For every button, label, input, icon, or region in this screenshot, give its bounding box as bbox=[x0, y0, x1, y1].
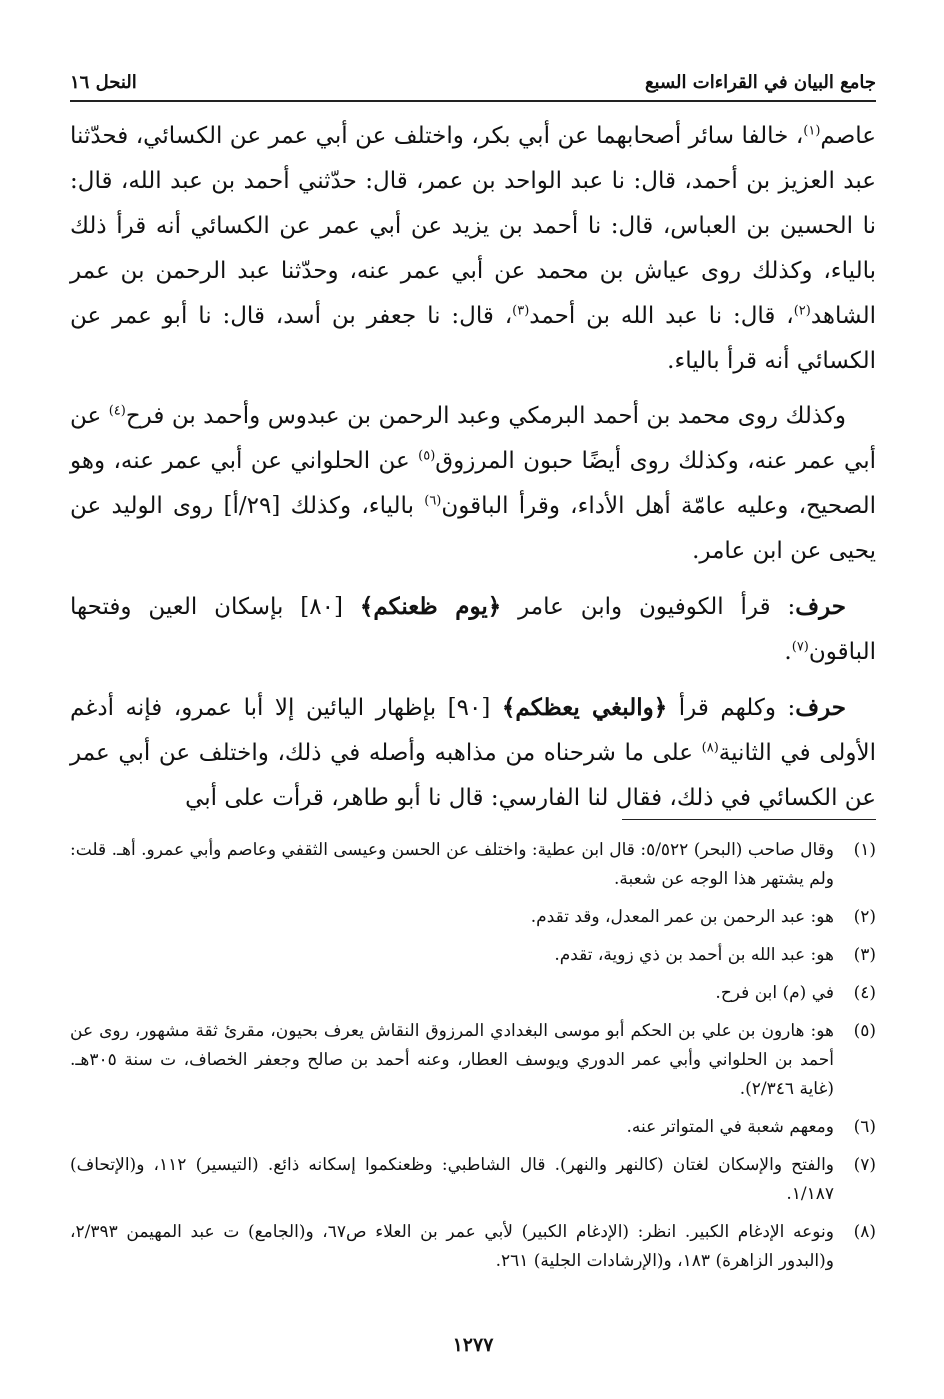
book-title: جامع البيان في القراءات السبع bbox=[644, 71, 876, 93]
footnote-2 bbox=[70, 903, 876, 932]
footnote-number: (٢) bbox=[853, 907, 876, 927]
footnote-8 bbox=[70, 1218, 876, 1276]
footnotes bbox=[70, 836, 876, 1285]
text-run: ، قال: نا جعفر بن أسد، قال: نا أبو عمر عن الكسائي أنه قرأ بالياء. bbox=[70, 303, 876, 374]
harf-label: حرف bbox=[795, 694, 847, 721]
text-run: بالياء، وكذلك [٢٩/أ] روى الوليد عن يحيى عن ابن عامر. bbox=[70, 493, 876, 564]
footnote-text: في (م) ابن فرح. bbox=[715, 983, 834, 1003]
paragraph-4 bbox=[70, 685, 876, 821]
footnote-number: (٦) bbox=[853, 1117, 876, 1137]
text-run: : قرأ الكوفيون وابن عامر bbox=[501, 594, 796, 620]
footnote-ref[interactable]: (٨) bbox=[701, 740, 719, 756]
footnote-text: ونوعه الإدغام الكبير. انظر: (الإدغام الكبير) لأبي عمر بن العلاء ص٦٧، و(الجامع) ت عبد المهيمن ٢/٣٩٣، و(البدور الزاهرة) ١٨٣، و(الإرشادات الجلية) ٢٦١. bbox=[70, 1222, 834, 1271]
footnote-separator bbox=[622, 819, 876, 820]
footnote-number: (٧) bbox=[853, 1155, 876, 1175]
text-run: ، قال: نا عبد الله بن أحمد bbox=[529, 303, 794, 329]
footnote-ref[interactable]: (١) bbox=[803, 123, 821, 139]
footnote-3 bbox=[70, 941, 876, 970]
footnote-ref[interactable]: (٢) bbox=[793, 303, 811, 319]
book-page bbox=[70, 52, 876, 1362]
text-run: عاصم bbox=[820, 123, 876, 149]
text-run: [٨٠] بإسكان العين وفتحها الباقون bbox=[70, 594, 876, 665]
text-run: ، خالفا سائر أصحابهما عن أبي بكر، واختلف عن أبي عمر عن الكسائي، فحدّثنا عبد العزيز بن أحمد، قال: نا عبد الواحد بن عمر، قال: حدّثني أحمد بن عبد الله، قال: نا الحسين بن العباس، قال: نا أحمد بن يزيد عن أبي عمر عن الكسائي أنه قرأ ذلك بالياء، وكذلك روى عياش بن محمد عن أبي عمر عنه، وحدّثنا عبد الرحمن بن عمر الشاهد bbox=[70, 123, 876, 329]
paragraph-1 bbox=[70, 114, 876, 384]
chapter-label: النحل ١٦ bbox=[70, 71, 137, 93]
footnote-text: والفتح والإسكان لغتان (كالنهر والنهر). قال الشاطبي: وظعنكموا إسكانه ذائع. (التيسير) ١١٢، و(الإتحاف) ١/١٨٧. bbox=[70, 1155, 834, 1204]
text-run: عن أبي عمر عنه، وكذلك روى أيضًا حبون المرزوق bbox=[70, 403, 876, 474]
text-run: . bbox=[784, 639, 792, 665]
footnote-text: وقال صاحب (البحر) ٥/٥٢٢: قال ابن عطية: واختلف عن الحسن وعيسى الثقفي وعاصم وأبي عمرو. أهـ. قلت: ولم يشتهر هذا الوجه عن شعبة. bbox=[70, 840, 834, 889]
footnote-ref[interactable]: (٣) bbox=[512, 303, 530, 319]
footnote-text: ومعهم شعبة في المتواتر عنه. bbox=[626, 1117, 834, 1137]
quran-quote: ﴿يوم ظعنكم﴾ bbox=[359, 593, 502, 620]
text-run: [٩٠] بإظهار اليائين إلا أبا عمرو، فإنه أدغم الأولى في الثانية bbox=[70, 695, 876, 766]
text-run: على ما شرحناه من مذاهبه وأصله في ذلك، واختلف عن أبي عمر عن الكسائي في ذلك، فقال لنا الفارسي: قال نا أبو طاهر، قرأت على أبي bbox=[70, 740, 876, 811]
footnote-number: (٥) bbox=[853, 1021, 876, 1041]
footnote-number: (٤) bbox=[853, 983, 876, 1003]
harf-label: حرف bbox=[795, 593, 846, 620]
footnote-5 bbox=[70, 1017, 876, 1104]
footnote-text: هو: عبد الله بن أحمد بن ذي زوية، تقدم. bbox=[554, 945, 834, 965]
footnote-1 bbox=[70, 836, 876, 894]
footnote-6 bbox=[70, 1113, 876, 1142]
footnote-number: (١) bbox=[853, 840, 876, 860]
quran-quote: ﴿والبغي يعظكم﴾ bbox=[501, 694, 668, 721]
text-run: : وكلهم قرأ bbox=[667, 695, 796, 721]
footnote-number: (٣) bbox=[853, 945, 876, 965]
footnote-ref[interactable]: (٤) bbox=[108, 403, 126, 419]
footnote-text: هو: هارون بن علي بن الحكم أبو موسى البغدادي المرزوق النقاش يعرف بحيون، مقرئ ثقة مشهور، روى عن أحمد بن الحلواني وأبي عمر الدوري ويوسف العطار، وعنه أحمد بن صالح وجعفر الخصاف، ت سنة ٣٠٥هـ. (غاية ٢/٣٤٦). bbox=[70, 1021, 834, 1099]
footnote-ref[interactable]: (٦) bbox=[424, 493, 442, 509]
paragraph-2 bbox=[70, 394, 876, 574]
main-text bbox=[70, 114, 876, 831]
footnote-ref[interactable]: (٥) bbox=[418, 448, 436, 464]
footnote-4 bbox=[70, 979, 876, 1008]
footnote-7 bbox=[70, 1151, 876, 1209]
footnote-number: (٨) bbox=[853, 1222, 876, 1242]
footnote-ref[interactable]: (٧) bbox=[791, 639, 809, 655]
text-run: وكذلك روى محمد بن أحمد البرمكي وعبد الرحمن بن عبدوس وأحمد بن فرح bbox=[125, 403, 846, 429]
paragraph-3 bbox=[70, 584, 876, 675]
text-run: عن الحلواني عن أبي عمر عنه، وهو الصحيح، وعليه عامّة أهل الأداء، وقرأ الباقون bbox=[70, 448, 877, 519]
page-number: ١٢٧٧ bbox=[452, 1334, 494, 1356]
footnote-text: هو: عبد الرحمن بن عمر المعدل، وقد تقدم. bbox=[530, 907, 834, 927]
running-header bbox=[70, 64, 876, 102]
